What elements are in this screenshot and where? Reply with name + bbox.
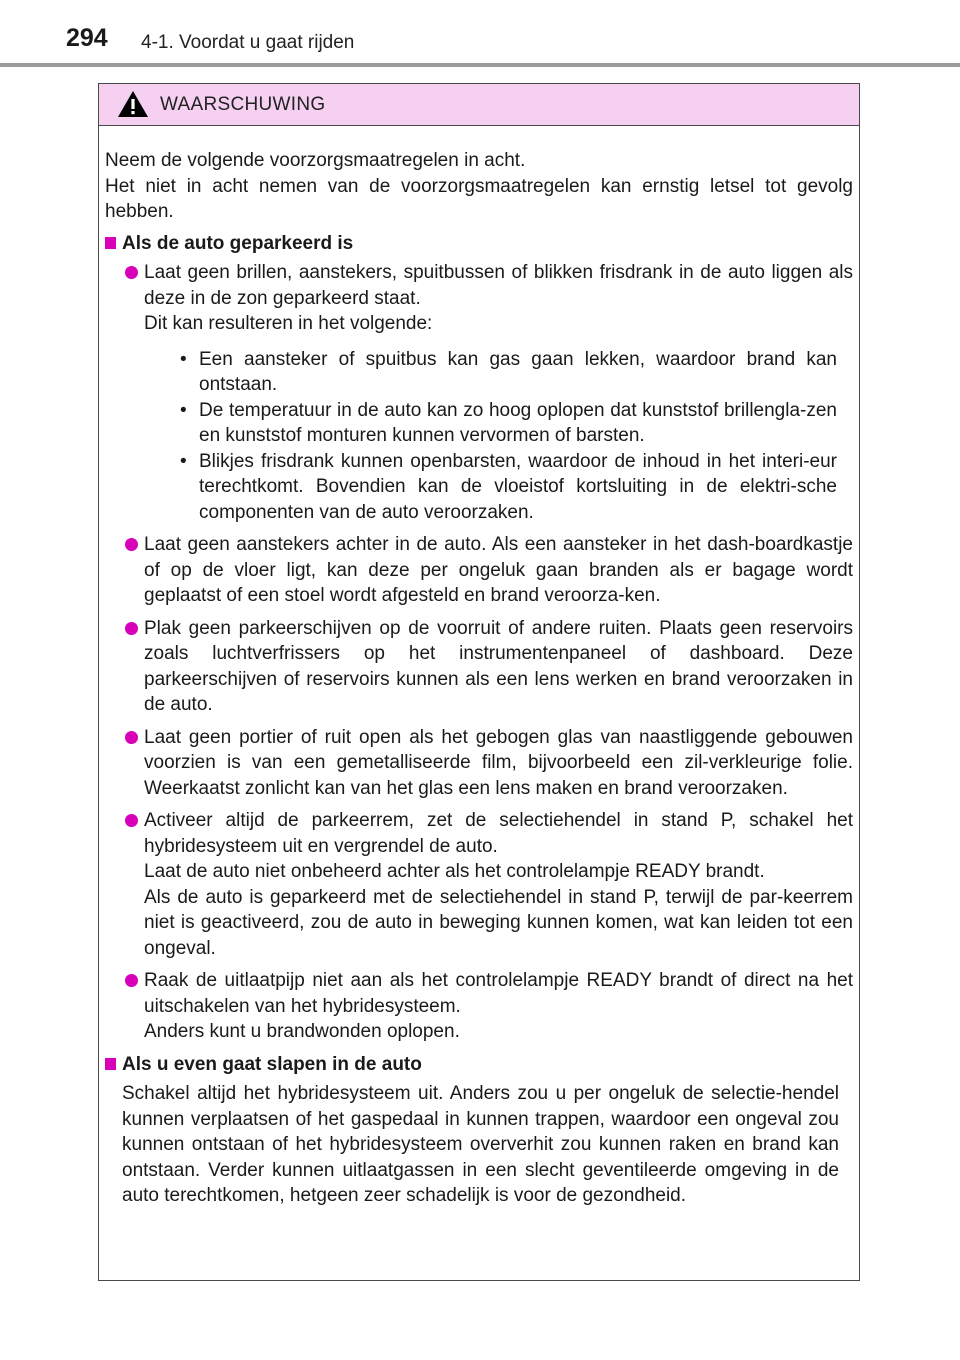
warning-title: WAARSCHUWING — [160, 94, 326, 115]
bullet-item — [105, 808, 853, 961]
bullet-item — [105, 532, 853, 609]
section-title: Als u even gaat slapen in de auto — [122, 1053, 422, 1075]
sub-list-item: • Een aansteker of spuitbus kan gas gaan lekken, waardoor brand kan ontstaan. — [144, 347, 837, 398]
bullet-text: Dit kan resulteren in het volgende: — [144, 313, 433, 334]
sub-list — [144, 347, 853, 526]
sub-list-item: • Blikjes frisdrank kunnen openbarsten, waardoor de inhoud in het interi-eur terechtkomt. Bovendien kan de vloeistof kortsluiting in de elektri-sche componenten van de auto veroorzaken. — [144, 449, 837, 526]
warning-box — [98, 83, 860, 1281]
chapter-title: 4-1. Voordat u gaat rijden — [141, 32, 355, 53]
warning-body — [99, 126, 859, 1209]
bullet-text: Raak de uitlaatpijp niet aan als het controlelampje READY brandt of direct na het uitschakelen van het hybridesysteem. — [144, 970, 853, 1017]
sub-list-item: • De temperatuur in de auto kan zo hoog oplopen dat kunststof brillengla-zen en kunststof monturen kunnen vervormen of barsten. — [144, 398, 837, 449]
bullet-text: Als de auto is geparkeerd met de selectiehendel in stand P, terwijl de par-keerrem niet is geactiveerd, zou de auto in beweging kunnen komen, wat kan leiden tot een ongeval. — [144, 886, 853, 959]
bullet-text: Activeer altijd de parkeerrem, zet de selectiehendel in stand P, schakel het hybridesysteem uit en vergrendel de auto. — [144, 810, 853, 857]
bullet-item — [105, 260, 853, 525]
section-square-icon — [105, 237, 116, 249]
bullet-text: Plak geen parkeerschijven op de voorruit of andere ruiten. Plaats geen reservoirs zoals luchtverfrissers op het instrumentenpaneel of dashboard. Deze parkeerschijven of reservoirs kunnen als een lens werken en brand veroorzaken in de auto. — [144, 617, 853, 715]
bullet-text: Anders kunt u brandwonden oplopen. — [144, 1021, 460, 1042]
bullet-item — [105, 616, 853, 718]
intro-line-2: Het niet in acht nemen van de voorzorgsmaatregelen kan ernstig letsel tot gevolg hebben. — [105, 175, 853, 222]
page-number: 294 — [66, 24, 108, 52]
bullet-dot-icon — [125, 538, 138, 551]
page-header — [0, 0, 960, 64]
bullet-dot-icon — [125, 622, 138, 635]
bullet-dot-icon — [125, 731, 138, 744]
section-heading-parked — [105, 231, 853, 257]
bullet-item — [105, 725, 853, 802]
section-square-icon — [105, 1058, 116, 1070]
intro-line-1: Neem de volgende voorzorgsmaatregelen in acht. — [105, 150, 526, 171]
warning-header — [99, 84, 859, 126]
section-text: Schakel altijd het hybridesysteem uit. Anders zou u per ongeluk de selectie-hendel kunnen verplaatsen of het gaspedaal in kunnen trappen, waardoor een ongeval zou kunnen ontstaan of het hybridesysteem oververhit zou kunnen raken en brand kan ontstaan. Verder kunnen uitlaatgassen in een slecht geventileerde omgeving in de auto terechtkomen, hetgeen zeer schadelijk is voor de gezondheid. — [122, 1083, 839, 1206]
bullet-dot-icon — [125, 814, 138, 827]
bullet-item — [105, 968, 853, 1045]
section-heading-sleeping — [105, 1052, 853, 1078]
bullet-text: Laat de auto niet onbeheerd achter als het controlelampje READY brandt. — [144, 861, 765, 882]
warning-triangle-icon — [117, 90, 149, 118]
bullet-text: Laat geen aanstekers achter in de auto. Als een aansteker in het dash-boardkastje of op de vloer ligt, kan deze per ongeluk gaan branden als er bagage wordt geplaatst of een stoel wordt afgesteld en brand veroorza-ken. — [144, 534, 853, 606]
bullet-dot-icon — [125, 266, 138, 279]
bullet-dot-icon — [125, 974, 138, 987]
section-title: Als de auto geparkeerd is — [122, 232, 354, 254]
bullet-text: Laat geen portier of ruit open als het gebogen glas van naastliggende gebouwen voorzien is van een gemetalliseerde film, bijvoorbeeld een zil-verkleurige folie. Weerkaatst zonlicht kan van het glas een lens maken en brand veroorzaken. — [144, 726, 853, 799]
bullet-text: Laat geen brillen, aanstekers, spuitbussen of blikken frisdrank in de auto liggen als deze in de zon geparkeerd staat. — [144, 262, 853, 309]
header-rule — [0, 63, 960, 67]
